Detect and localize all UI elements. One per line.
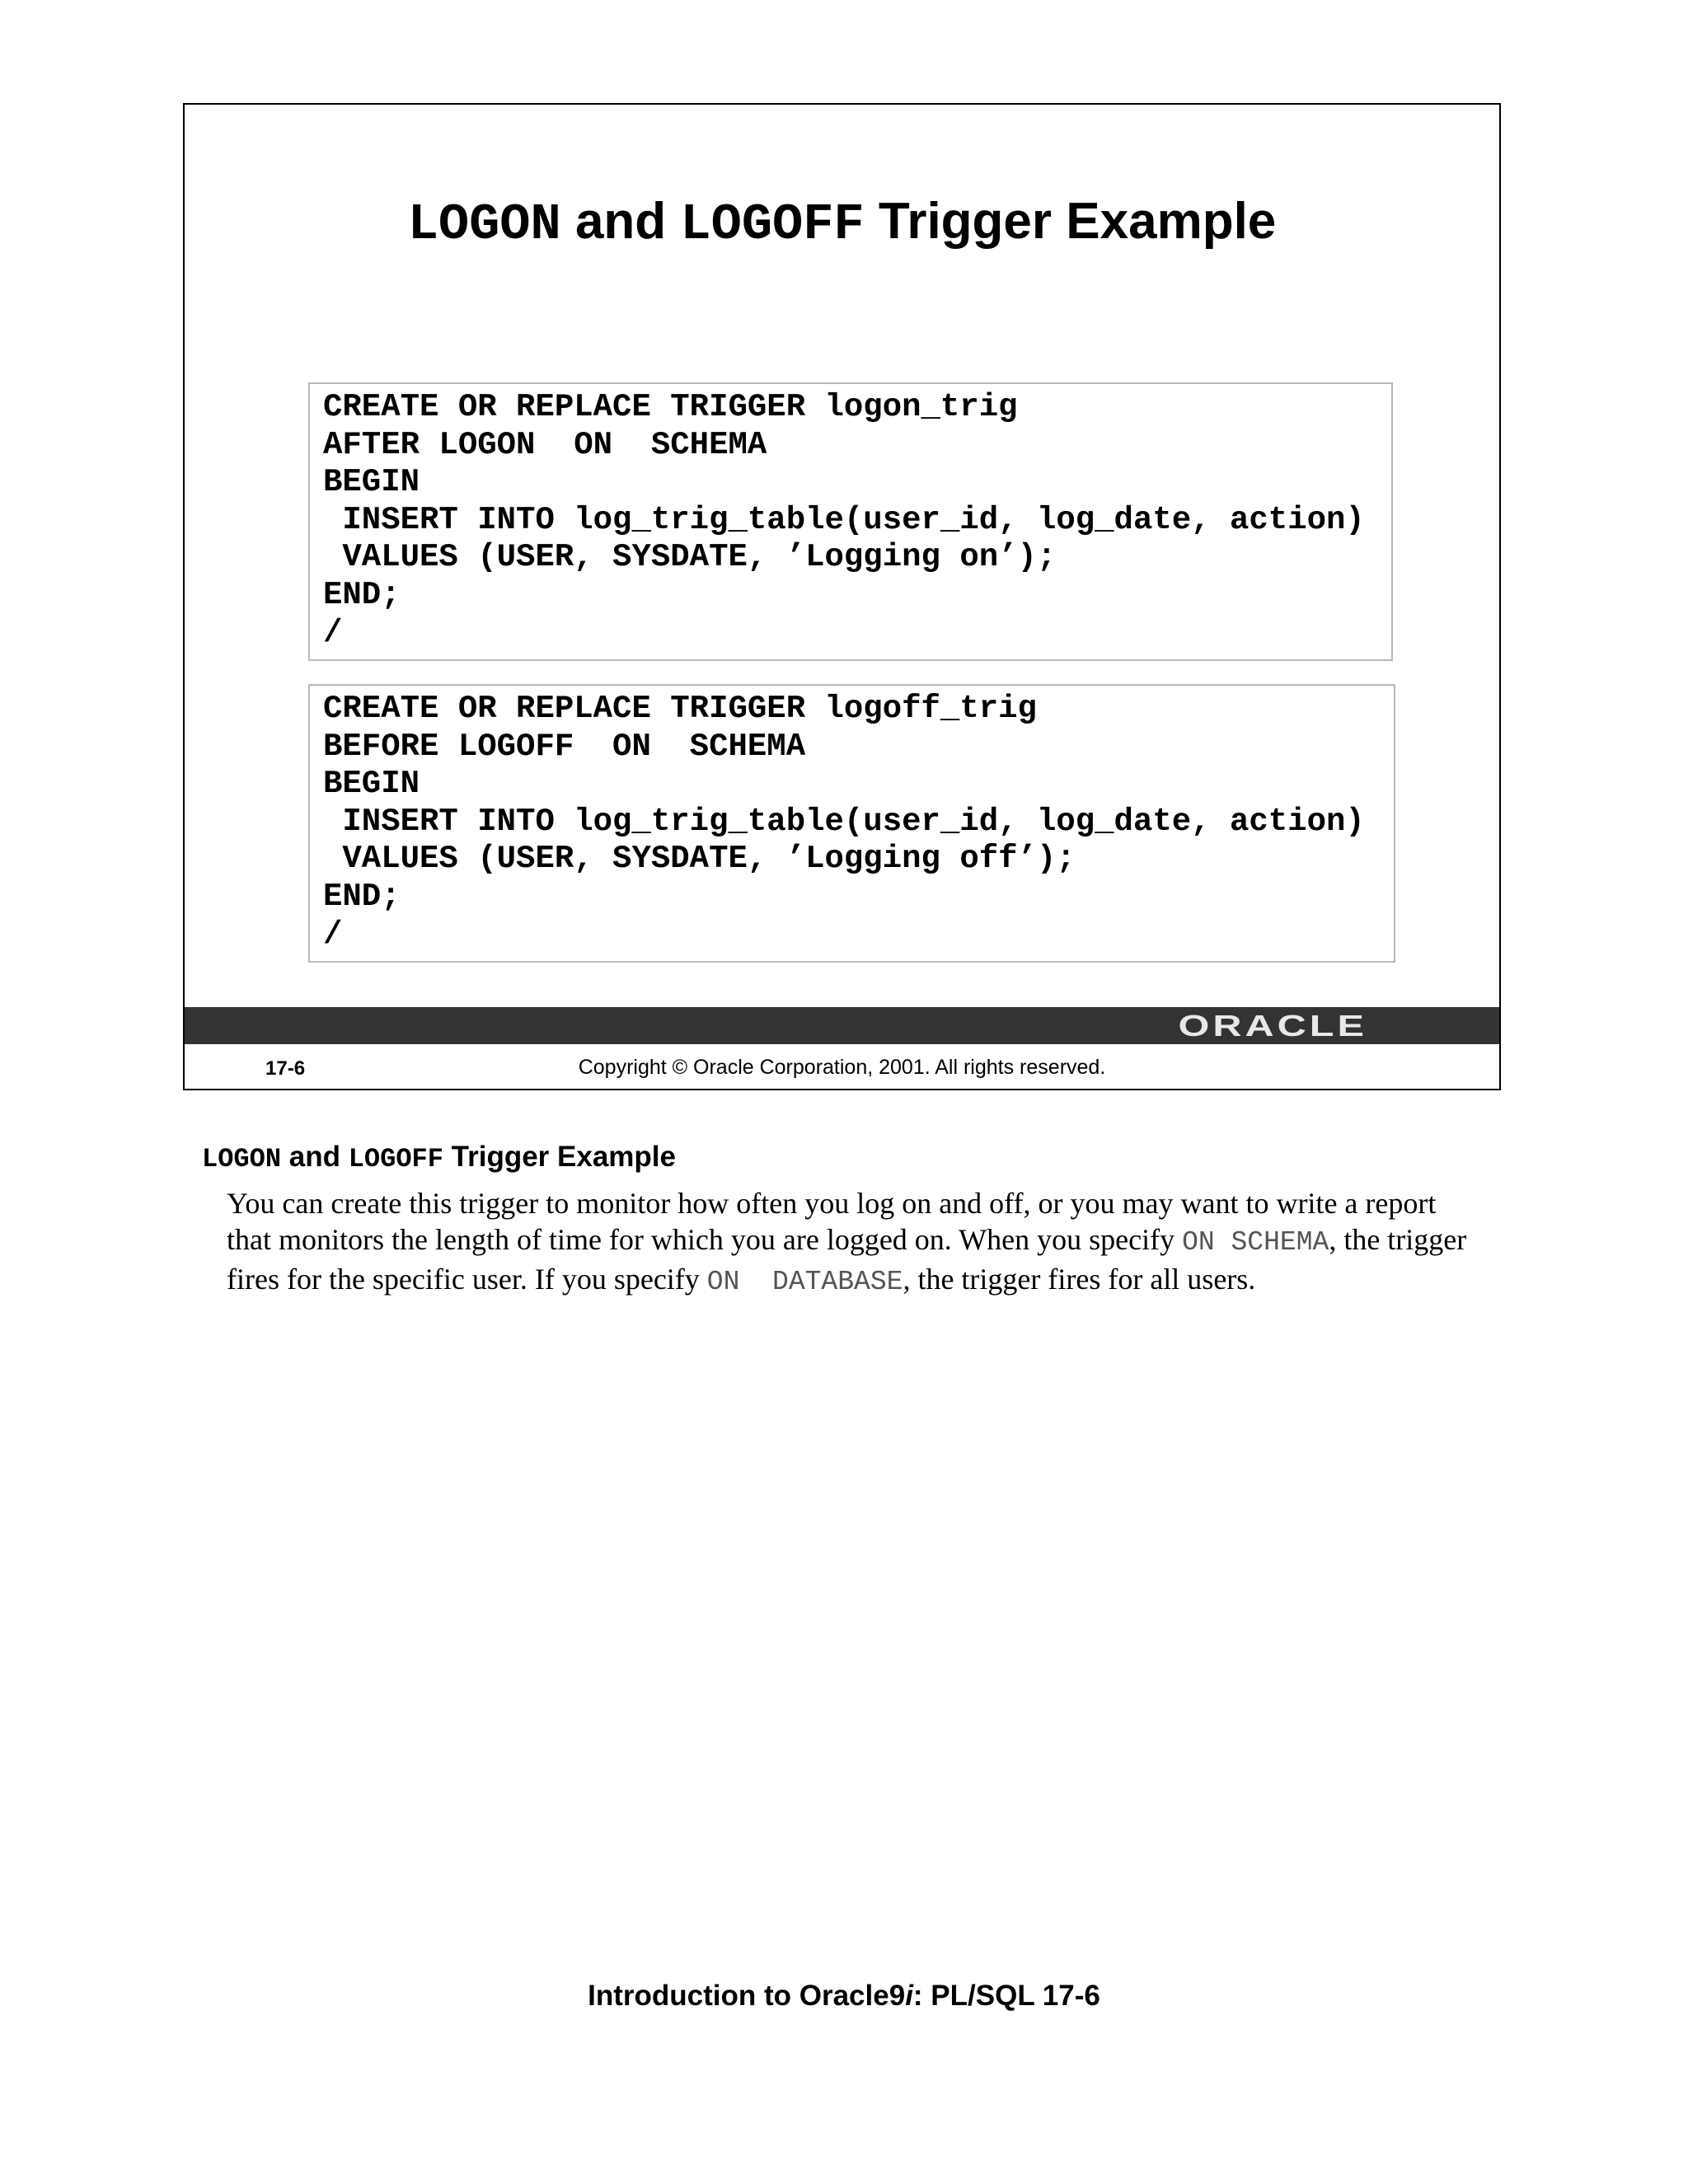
notes-heading-rest: Trigger Example (443, 1141, 676, 1173)
notes-text: You can create this trigger to monitor how often you log on and off, or you may want to write a report that monitors the length of time for which you are logged on. When you specify (227, 1187, 1437, 1256)
slide-title-logon: LOGON (407, 195, 561, 254)
notes-heading-logoff: LOGOFF (348, 1144, 443, 1174)
page-footer (0, 1978, 1688, 2014)
slide-number: 17-6 (265, 1057, 306, 1080)
page-footer-italic: i (905, 1980, 913, 2012)
notes-text: , the trigger fires for the specific user. If you specify (227, 1223, 1467, 1296)
slide-title-and: and (560, 193, 681, 250)
slide-title (185, 189, 1499, 258)
slide-footer-bar (185, 1007, 1499, 1044)
code-block-logon-trigger (308, 382, 1393, 661)
code-line: / (323, 614, 343, 651)
code-block-logoff-trigger (308, 684, 1395, 963)
page-footer-prefix: Introduction to Oracle9 (588, 1980, 906, 2012)
code-line: INSERT INTO log_trig_table(user_id, log_date, action) (323, 501, 1365, 538)
code-line: VALUES (USER, SYSDATE, ’Logging on’); (323, 539, 1057, 576)
slide-title-rest: Trigger Example (864, 193, 1277, 250)
notes-code-on-database: ON DATABASE (706, 1267, 903, 1297)
code-line: / (323, 916, 343, 953)
code-line: BEGIN (323, 766, 420, 803)
code-line: CREATE OR REPLACE TRIGGER logoff_trig (323, 691, 1037, 727)
code-line: BEGIN (323, 464, 420, 501)
notes-paragraph (227, 1185, 1479, 1301)
code-line: BEFORE LOGOFF ON SCHEMA (323, 728, 806, 765)
notes-heading-logon: LOGON (202, 1144, 282, 1174)
notes-text: , the trigger fires for all users. (903, 1263, 1256, 1296)
page-footer-suffix: : PL/SQL 17-6 (912, 1980, 1100, 2012)
code-line: END; (323, 576, 401, 613)
code-line: AFTER LOGON ON SCHEMA (323, 426, 767, 463)
slide (183, 103, 1501, 1090)
code-line: END; (323, 878, 401, 915)
code-line: INSERT INTO log_trig_table(user_id, log_date, action) (323, 803, 1365, 840)
notes-heading (202, 1139, 676, 1178)
oracle-logo: ORACLE (1178, 1009, 1367, 1043)
copyright-text: Copyright © Oracle Corporation, 2001. All rights reserved. (578, 1056, 1106, 1079)
code-line: CREATE OR REPLACE TRIGGER logon_trig (323, 389, 1018, 425)
code-line: VALUES (USER, SYSDATE, ’Logging off’); (323, 841, 1076, 878)
slide-title-logoff: LOGOFF (680, 195, 865, 254)
notes-heading-and: and (281, 1141, 349, 1173)
notes-code-on-schema: ON SCHEMA (1182, 1227, 1329, 1258)
